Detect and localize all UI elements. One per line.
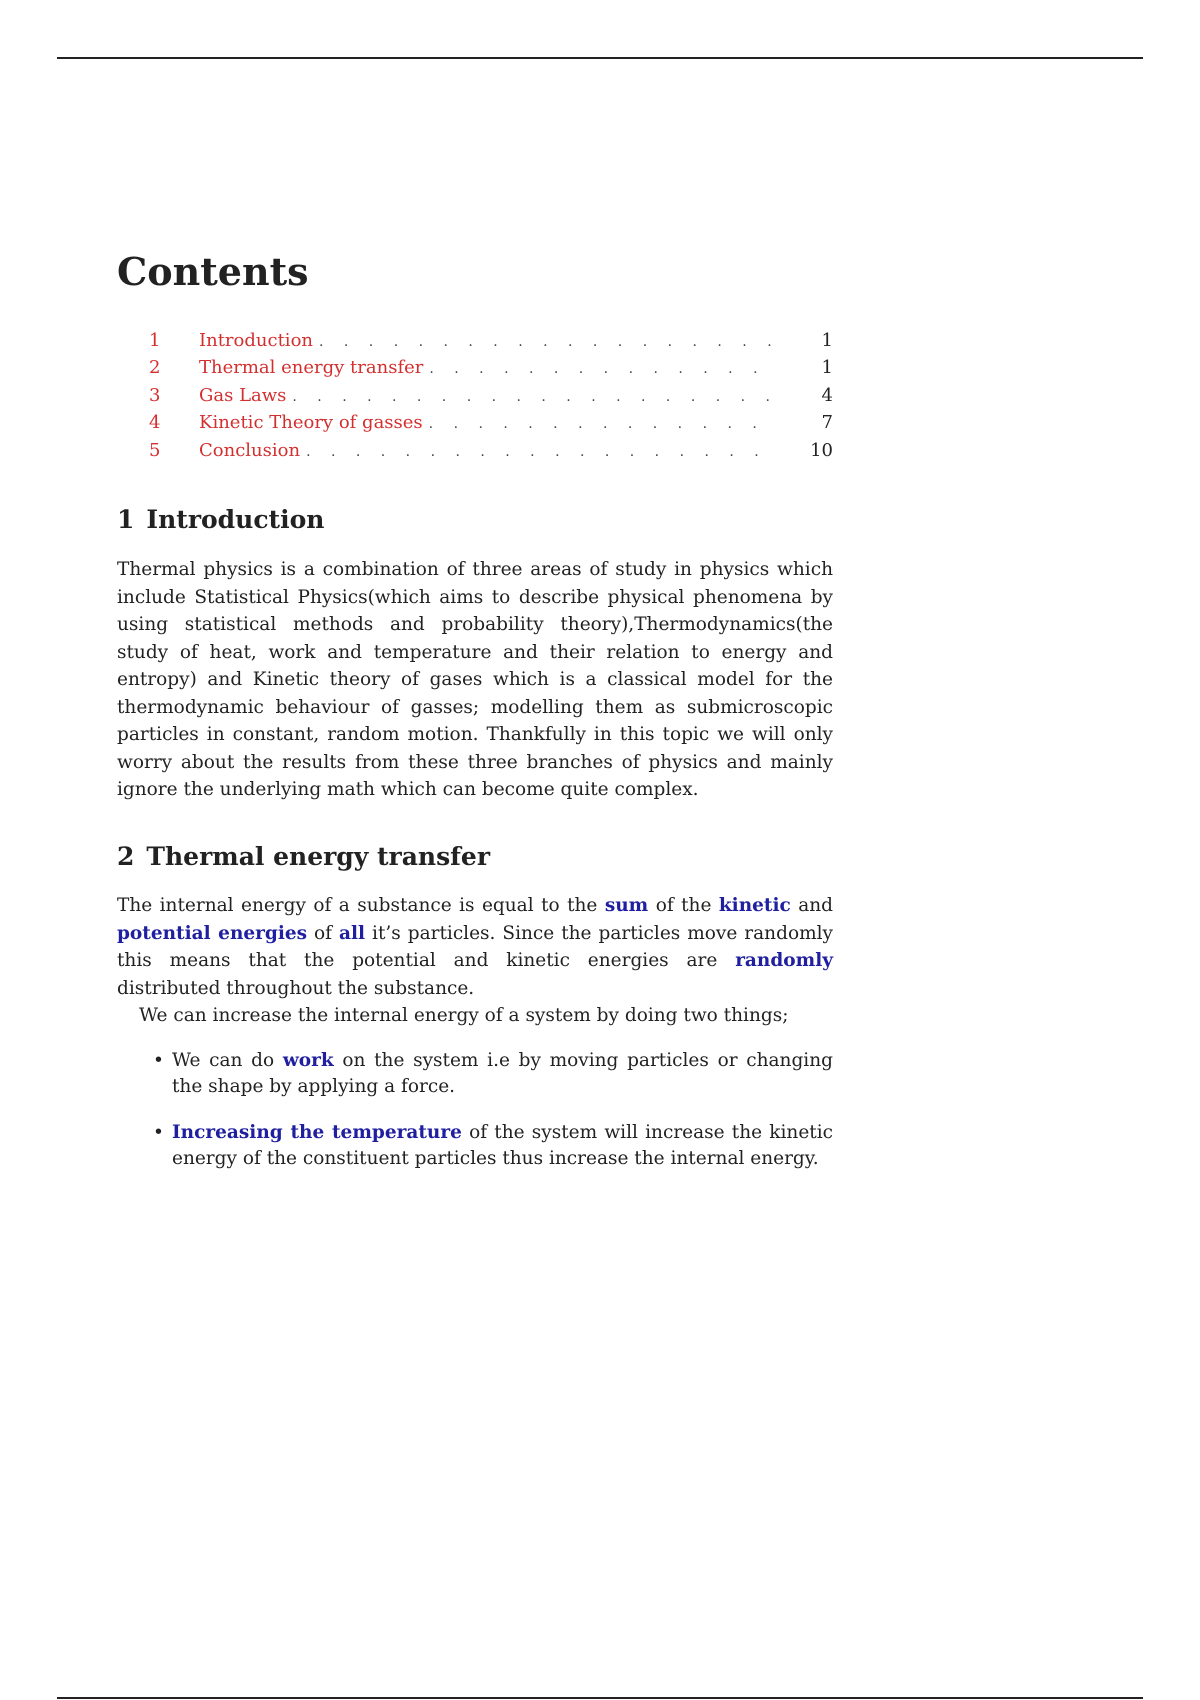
toc-entry-page: 7 xyxy=(821,412,833,434)
internal-energy-paragraph xyxy=(117,892,833,1002)
toc-entry-label: Thermal energy transfer xyxy=(199,357,424,379)
toc-entry-page: 4 xyxy=(821,384,833,406)
footer-rule xyxy=(57,1697,1143,1699)
toc-entry-kinetic-theory[interactable] xyxy=(117,412,833,439)
toc-entry-number: 1 xyxy=(149,330,161,351)
keyword-work: work xyxy=(282,1050,334,1071)
bullet-list xyxy=(117,1048,833,1192)
bullet-marker: • xyxy=(153,1050,164,1071)
keyword-potential-energies: potential energies xyxy=(117,922,308,944)
text-run: of the xyxy=(648,895,719,916)
text-run: of xyxy=(307,922,340,944)
increase-energy-paragraph: We can increase the internal energy of a system by doing two things; xyxy=(139,1005,789,1026)
toc-entry-number: 5 xyxy=(149,439,161,461)
text-run: it’s particles. Since the particles move randomly this means that the potential and kinetic energies are xyxy=(117,922,833,971)
section-heading-introduction xyxy=(117,507,324,532)
section-title: Thermal energy transfer xyxy=(146,842,490,871)
toc-entry-introduction[interactable] xyxy=(117,330,833,357)
table-of-contents xyxy=(117,330,833,467)
list-item xyxy=(117,1120,833,1172)
toc-entry-gas-laws[interactable] xyxy=(117,385,833,412)
toc-entry-conclusion[interactable] xyxy=(117,440,833,467)
toc-leader-dots xyxy=(429,361,777,377)
introduction-paragraph: Thermal physics is a combination of three areas of study in physics which include Statistical Physics(which aims to describe physical phenomena by using statistical methods and probability theory),Thermodynamics(the study of heat, work and temperature and their relation to energy and entropy) and Kinetic theory of gases which is a classical model for the thermodynamic behaviour of gasses; modelling them as submicroscopic particles in constant, random motion. Thankfully in this topic we will only worry about the results from these three branches of physics and mainly ignore the underlying math which can become quite complex. xyxy=(117,559,833,800)
bullet-marker: • xyxy=(153,1122,164,1143)
header-rule xyxy=(57,57,1143,59)
keyword-sum: sum xyxy=(604,895,649,916)
toc-entry-label: Gas Laws xyxy=(199,384,287,406)
text-run: on the system i.e by moving particles or changing the shape by applying a force. xyxy=(172,1050,833,1097)
toc-entry-thermal-energy-transfer[interactable] xyxy=(117,357,833,384)
text-run: and xyxy=(790,895,833,916)
toc-leader-dots xyxy=(292,389,777,405)
toc-entry-number: 3 xyxy=(149,384,161,406)
toc-entry-number: 4 xyxy=(149,412,161,434)
keyword-randomly: randomly xyxy=(735,950,833,971)
text-run: The internal energy of a substance is equal to the xyxy=(117,895,605,916)
section-heading-thermal-energy-transfer xyxy=(117,844,490,869)
toc-entry-page: 1 xyxy=(821,330,833,351)
toc-leader-dots xyxy=(306,444,777,460)
section-number: 2 xyxy=(117,842,135,871)
toc-entry-number: 2 xyxy=(149,357,161,379)
text-run: We can do xyxy=(172,1050,283,1071)
toc-entry-page: 1 xyxy=(821,357,833,379)
contents-title: Contents xyxy=(117,249,309,294)
list-item xyxy=(117,1048,833,1100)
toc-entry-label: Introduction xyxy=(199,330,313,351)
section-title: Introduction xyxy=(146,505,325,534)
keyword-all: all xyxy=(339,922,366,944)
text-run: of the system will increase the kinetic energy of the constituent particles thus increase the internal energy. xyxy=(172,1122,833,1169)
toc-leader-dots xyxy=(319,334,777,350)
toc-entry-label: Conclusion xyxy=(199,439,301,461)
text-run: distributed throughout the substance. xyxy=(117,977,475,999)
keyword-kinetic: kinetic xyxy=(718,895,791,916)
section-number: 1 xyxy=(117,505,135,534)
keyword-increasing-the-temperature: Increasing the temperature xyxy=(172,1122,462,1143)
toc-entry-page: 10 xyxy=(810,439,833,461)
toc-leader-dots xyxy=(429,416,777,432)
toc-entry-label: Kinetic Theory of gasses xyxy=(199,412,423,434)
